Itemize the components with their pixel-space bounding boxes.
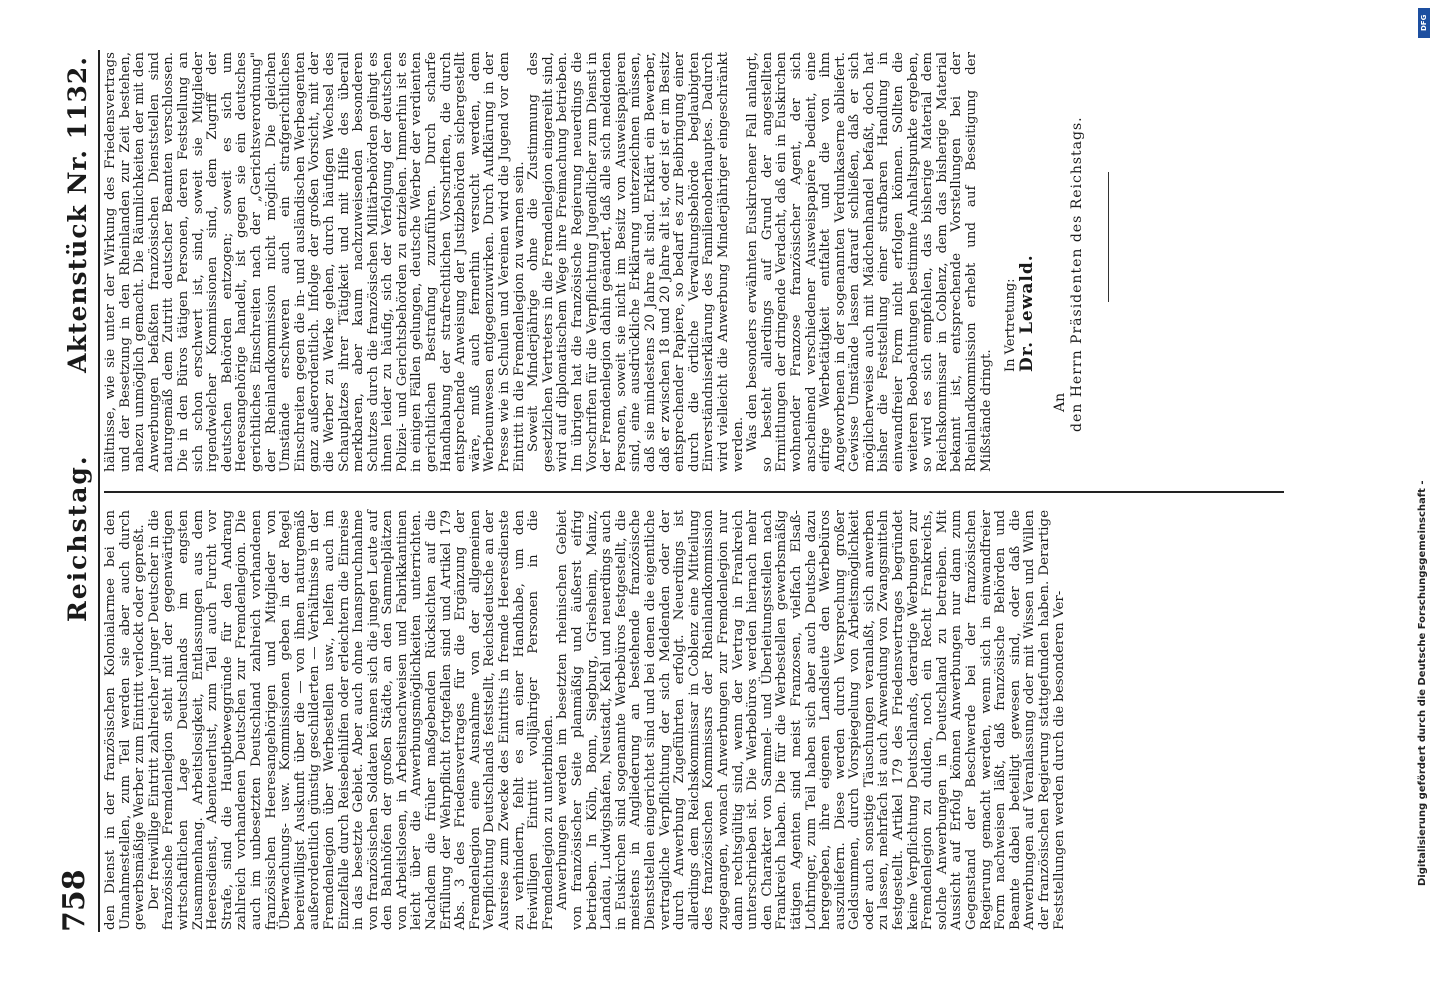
- signature-block: [1002, 52, 1109, 472]
- paragraph: hältnisse, wie sie unter der Wirkung des Friedensvertrags und der Besetzung in den Rheinlanden zur Zeit bestehen, nahezu unmöglich gemacht. Die Räumlichkeiten der mit den Anwerbungen befaßten französischen Dienststellen sind naturgemäß dem Zutritt deutscher Beamten verschlossen. Die in den Büros tätigen Personen, deren Feststellung an sich schon erschwert ist, sind, soweit sie Mitglieder irgendwelcher Kommissionen sind, dem Zugriff der deutschen Behörden entzogen; soweit es sich um Heeresangehörige handelt, ist gegen sie ein deutsches gerichtliches Einschreiten nach der „Gerichtsverordnung" der Rheinlandkommission nicht möglich. Die gleichen Umstände erschweren auch ein strafgerichtliches Einschreiten gegen die in- und ausländischen Werbeagenten ganz außerordentlich. Infolge der großen Vorsicht, mit der die Werber zu Werke gehen, durch häufigen Wechsel des Schauplatzes ihrer Tätigkeit und mit Hilfe des überall merkbaren, aber kaum nachzuweisenden besonderen Schutzes durch die französischen Militärbehörden gelingt es ihnen leider zu häufig, sich der Verfolgung der deutschen Polizei- und Gerichtsbehörden zu entziehen. Immerhin ist es in einigen Fällen gelungen, deutsche Werber der verdienten gerichtlichen Bestrafung zuzuführen. Durch scharfe Handhabung der strafrechtlichen Vorschriften, die durch entsprechende Anweisung der Justizbehörden sichergestellt wäre, muß auch fernerhin versucht werden, dem Werbeunwesen entgegenzuwirken. Durch Aufklärung in der Presse wie in Schulen und Vereinen wird die Jugend vor dem Eintritt in die Fremdenlegion zu warnen sein.: [103, 52, 527, 472]
- paragraph: Anwerbungen werden im besetzten rheinischen Gebiet von französischer Seite planmäßig und äußerst eifrig betrieben. In Köln, Bonn, Siegburg, Griesheim, Mainz, Landau, Ludwigshafen, Neustadt, Kehl und neuerdings auch in Euskirchen sind sogenannte Werbebüros festgestellt, die meistens in Angliederung an bestehende französische Dienststellen eingerichtet sind und bei denen die eigentliche vertragliche Verpflichtung der sich Meldenden oder der durch Anwerbung Zugeführten erfolgt. Neuerdings ist allerdings dem Reichskommissar in Coblenz eine Mitteilung des französischen Kommissars der Rheinlandkommission zugegangen, wonach Anwerbungen zur Fremdenlegion nur dann rechtsgültig sind, wenn der Vertrag in Frankreich unterschrieben ist. Die Werbebüros werden hiernach mehr den Charakter von Sammel- und Überleitungsstellen nach Frankreich haben. Die für die Werbestellen gewerbsmäßig tätigen Agenten sind meist Franzosen, vielfach Elsaß-Lothringer, zum Teil haben sich aber auch Deutsche dazu hergegeben, ihre eigenen Landsleute den Werbebüros auszuliefern. Diese werden durch Versprechung großer Geldsummen, durch Vorspiegelung von Arbeitsmöglichkeit oder auch sonstige Täuschungen veranlaßt, sich anwerben zu lassen, mehrfach ist auch Anwendung von Zwangsmitteln festgestellt. Artikel 179 des Friedensvertrages begründet keine Verpflichtung Deutschlands, derartige Werbungen zur Fremdenlegion zu dulden, noch ein Recht Frankreichs, solche Anwerbungen in Deutschland zu betreiben. Mit Aussicht auf Erfolg können Anwerbungen nur dann zum Gegenstand der Beschwerde bei der französischen Regierung gemacht werden, wenn sich in einwandfreier Form nachweisen läßt, daß französische Behörden und Beamte dabei beteiligt gewesen sind, oder daß die Anwerbungen auf Veranlassung oder mit Wissen und Willen der französischen Regierung stattgefunden haben. Derartige Feststellungen werden durch die besonderen Ver-: [555, 510, 1067, 930]
- text-column-right: [104, 52, 1109, 472]
- addressee: den Herrn Präsidenten des Reichstags.: [1069, 116, 1086, 432]
- paragraph: Soweit Minderjährige ohne die Zustimmung des gesetzlichen Vertreters in die Fremdenlegion eingereiht sind, wird auf diplomatischem Wege ihre Freimachung betrieben. Im übrigen hat die französische Regierung neuerdings die Vorschriften für die Verpflichtung Jugendlicher zum Dienst in der Fremdenlegion dahin geändert, daß alle sich meldenden Personen, soweit sie nicht im Besitz von Ausweispapieren sind, eine ausdrückliche Erklärung unterzeichnen müssen, daß sie mindestens 20 Jahre alt sind. Erklärt ein Bewerber, daß er zwischen 18 und 20 Jahre alt ist, oder ist er im Besitz entsprechender Papiere, so bedarf es zur Beibringung einer durch die örtliche Verwaltungsbehörde beglaubigten Einverständniserklärung des Familienoberhauptes. Dadurch wird vielleicht die Anwerbung Minderjähriger eingeschränkt werden.: [526, 52, 746, 472]
- paragraph: den Dienst in der französischen Kolonialarmee bei den Unnahmestellen, zum Teil werden sie aber auch durch gewerbsmäßige Werber zum Eintritt verlockt oder gepreßt.: [103, 510, 148, 930]
- paragraph: Was den besonders erwähnten Euskirchener Fall anlangt, so besteht allerdings auf Grund der angestellten Ermittlungen der dringende Verdacht, daß ein in Euskirchen wohnender Franzose französischer Agent, der sich anscheinend verschiedener Ausweispapiere bedient, eine eifrige Werbetätigkeit entfaltet und die von ihm Angeworbenen in der sogenannten Verdunkaserne abliefert. Gewisse Umstände lassen darauf schließen, daß er sich möglicherweise auch mit Mädchenhandel befaßt, doch hat bisher die Feststellung einer strafbaren Handlung in einwandfreier Form nicht erfolgen können. Sollten die weiteren Beobachtungen bestimmte Anhaltspunkte ergeben, so wird es sich empfehlen, das bisherige Material dem Reichskommissar in Coblenz, dem das bisherige Material bekannt ist, entsprechende Vorstellungen bei der Rheinlandkommission erhebt und auf Beseitigung der Mißstände dringt.: [745, 52, 994, 472]
- paragraph: Der freiwillige Eintritt zahlreicher junger Deutscher in die französische Fremdenlegion steht mit der gegenwärtigen wirtschaftlichen Lage Deutschlands im engsten Zusammenhang. Arbeitslosigkeit, Entlassungen aus dem Heeresdienst, Abenteuerlust, zum Teil auch Furcht vor Strafe, sind die Hauptbeweggründe für den Andrang zahlreich vorhandenen Deutschen zur Fremdenlegion. Die auch im unbesetzten Deutschland zahlreich vorhandenen französischen Heeresangehörigen und Mitglieder von Überwachungs- usw. Kommissionen geben in der Regel bereitwilligst Auskunft über die — von ihnen naturgemäß außerordentlich günstig geschilderten — Verhältnisse in der Fremdenlegion über Werbestellen usw., helfen auch im Einzelfalle durch Reisebeihilfen oder erleichtern die Einreise in das besetzte Gebiet. Aber auch ohne Inanspruchnahme von französischen Soldaten können sich die jungen Leute auf den Bahnhöfen der großen Städte, an den Sammelplätzen von Arbeitslosen, in Arbeitsnachweisen und Fabrikkantinen leicht über die Anwerbungsmöglichkeiten unterrichten. Nachdem die früher maßgebenden Rücksichten auf die Erfüllung der Wehrpflicht fortgefallen sind und Artikel 179 Abs. 3 des Friedensvertrages für die Ergänzung der Fremdenlegion eine Ausnahme von der allgemeinen Verpflichtung Deutschlands feststellt, Reichsdeutsche an der Ausreise zum Zwecke des Eintritts in fremde Heeresdienste zu verhindern, fehlt es an einer Handhabe, um den freiwilligen Eintritt volljähriger Personen in die Fremdenlegion zu unterbinden.: [146, 510, 556, 930]
- digitisation-credit: [1416, 8, 1432, 888]
- closing-rule: [1108, 172, 1109, 302]
- text-column-left: [104, 510, 1264, 930]
- signature-substitute: In Vertretung:: [1003, 278, 1019, 372]
- column-divider: [104, 491, 1284, 493]
- dfg-logo-icon: DFG: [1418, 8, 1430, 38]
- digitisation-text: Digitalisierung gefördert durch die Deutsche Forschungsgemeinschaft -: [1417, 480, 1428, 886]
- document-number: Aktenstück Nr. 1132.: [63, 56, 92, 373]
- signature-name: Dr. Lewald.: [1017, 254, 1038, 372]
- journal-title: Reichstag.: [63, 454, 92, 622]
- page-number: 758: [57, 869, 92, 932]
- addressee-prefix: An: [1052, 392, 1069, 412]
- running-head: [50, 50, 100, 932]
